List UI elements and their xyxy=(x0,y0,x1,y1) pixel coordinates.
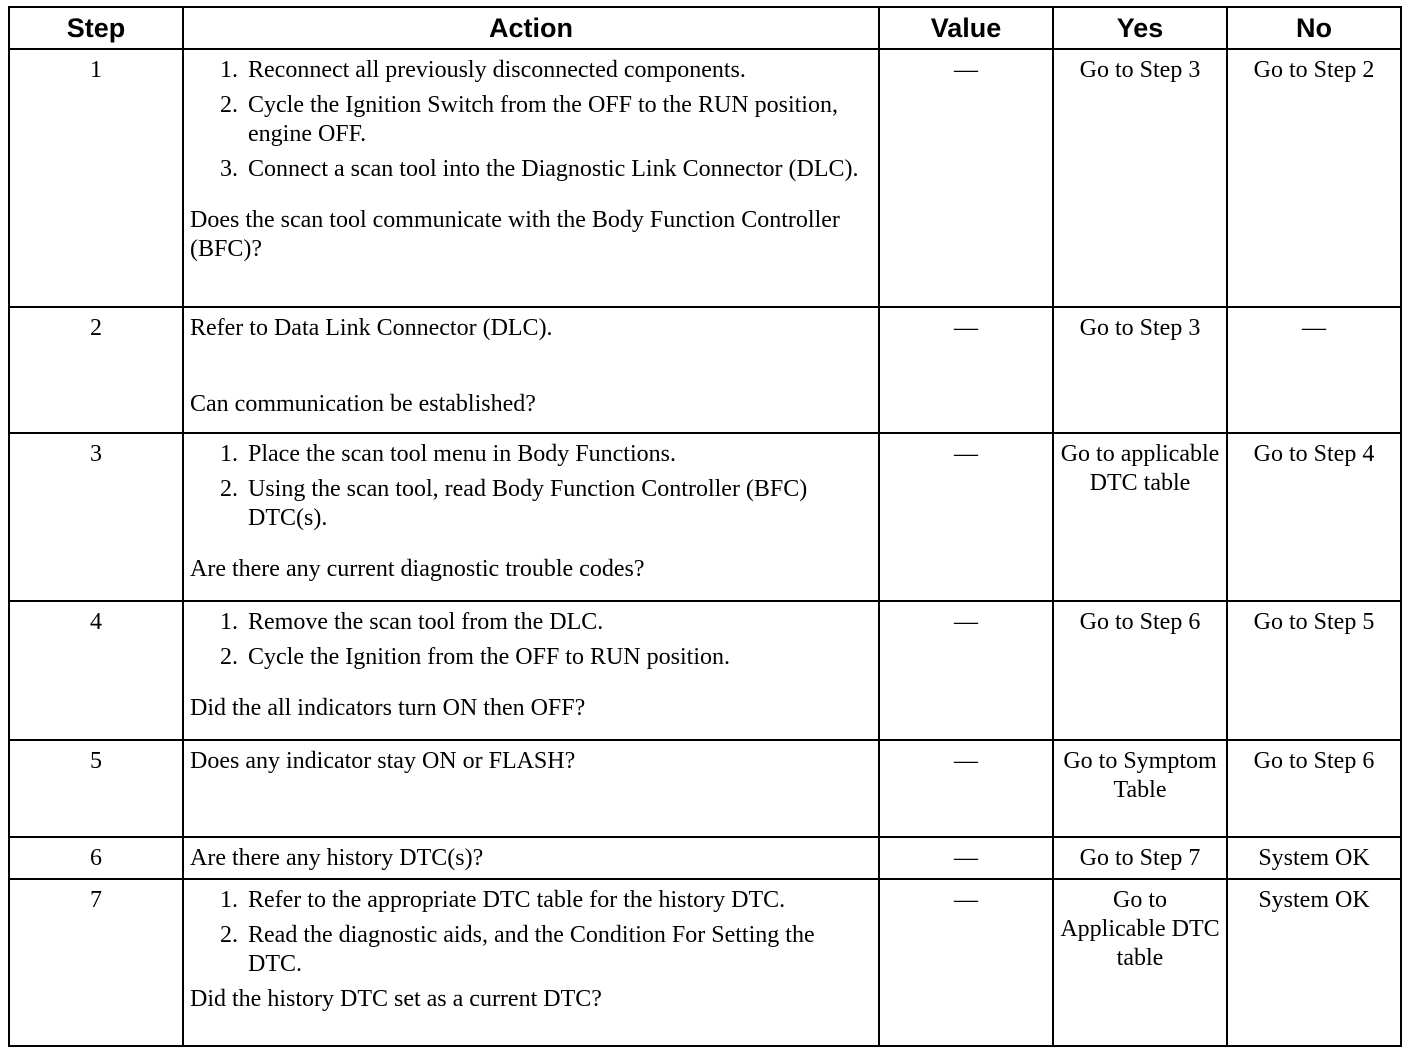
no-cell: Go to Step 2 xyxy=(1227,49,1401,307)
step-number: 2 xyxy=(9,307,183,433)
value-cell: — xyxy=(879,740,1053,837)
yes-cell: Go to Step 7 xyxy=(1053,837,1227,879)
action-cell xyxy=(183,879,879,1046)
no-cell: Go to Step 5 xyxy=(1227,601,1401,740)
header-row xyxy=(9,7,1401,49)
question-text: Did the all indicators turn ON then OFF? xyxy=(190,695,586,721)
step-number: 7 xyxy=(9,879,183,1046)
yes-cell: Go to Step 3 xyxy=(1053,307,1227,433)
question-text: Can communication be established? xyxy=(190,391,536,417)
question-text: Are there any current diagnostic trouble codes? xyxy=(190,556,645,582)
header-value: Value xyxy=(879,7,1053,49)
header-step: Step xyxy=(9,7,183,49)
table-row-step-7 xyxy=(9,879,1401,1046)
substep: 1. Place the scan tool menu in Body Functions. xyxy=(244,440,872,469)
table-row-step-2 xyxy=(9,307,1401,433)
header-yes: Yes xyxy=(1053,7,1227,49)
action-cell xyxy=(183,837,879,879)
header-no: No xyxy=(1227,7,1401,49)
value-cell: — xyxy=(879,879,1053,1046)
table-row-step-3 xyxy=(9,433,1401,601)
action-cell xyxy=(183,740,879,837)
yes-cell: Go to Step 6 xyxy=(1053,601,1227,740)
substep: 2. Cycle the Ignition from the OFF to RUN position. xyxy=(244,643,872,672)
value-cell: — xyxy=(879,49,1053,307)
substep: 1. Remove the scan tool from the DLC. xyxy=(244,608,872,637)
no-cell: System OK xyxy=(1227,837,1401,879)
substep: 1. Refer to the appropriate DTC table for the history DTC. xyxy=(244,886,872,915)
diagnostic-table xyxy=(8,6,1402,1047)
value-cell: — xyxy=(879,307,1053,433)
question-text: Are there any history DTC(s)? xyxy=(190,845,484,871)
intro-text: Refer to Data Link Connector (DLC). xyxy=(190,315,553,341)
table-row-step-1 xyxy=(9,49,1401,307)
yes-cell: Go to applicable DTC table xyxy=(1053,433,1227,601)
yes-cell: Go to Step 3 xyxy=(1053,49,1227,307)
question-text: Does any indicator stay ON or FLASH? xyxy=(190,748,576,774)
step-number: 1 xyxy=(9,49,183,307)
no-cell: — xyxy=(1227,307,1401,433)
header-action: Action xyxy=(183,7,879,49)
question-text: Did the history DTC set as a current DTC? xyxy=(190,986,602,1012)
substep-list xyxy=(190,56,872,184)
no-cell: Go to Step 4 xyxy=(1227,433,1401,601)
substep-list xyxy=(190,608,872,672)
action-cell xyxy=(183,601,879,740)
yes-cell: Go to Applicable DTC table xyxy=(1053,879,1227,1046)
substep-list xyxy=(190,440,872,533)
step-number: 6 xyxy=(9,837,183,879)
substep: 2. Cycle the Ignition Switch from the OFF to the RUN position, engine OFF. xyxy=(244,91,872,149)
step-number: 3 xyxy=(9,433,183,601)
no-cell: Go to Step 6 xyxy=(1227,740,1401,837)
substep: 3. Connect a scan tool into the Diagnostic Link Connector (DLC). xyxy=(244,155,872,184)
question-text: Does the scan tool communicate with the Body Function Controller (BFC)? xyxy=(190,207,840,262)
substep: 2. Using the scan tool, read Body Function Controller (BFC) DTC(s). xyxy=(244,475,872,533)
no-cell: System OK xyxy=(1227,879,1401,1046)
substep: 2. Read the diagnostic aids, and the Condition For Setting the DTC. xyxy=(244,921,872,979)
substep: 1. Reconnect all previously disconnected components. xyxy=(244,56,872,85)
action-cell xyxy=(183,433,879,601)
value-cell: — xyxy=(879,433,1053,601)
action-cell xyxy=(183,307,879,433)
yes-cell: Go to Symptom Table xyxy=(1053,740,1227,837)
table-row-step-4 xyxy=(9,601,1401,740)
value-cell: — xyxy=(879,837,1053,879)
step-number: 4 xyxy=(9,601,183,740)
substep-list xyxy=(190,886,872,979)
step-number: 5 xyxy=(9,740,183,837)
value-cell: — xyxy=(879,601,1053,740)
table-row-step-6 xyxy=(9,837,1401,879)
table-row-step-5 xyxy=(9,740,1401,837)
action-cell xyxy=(183,49,879,307)
